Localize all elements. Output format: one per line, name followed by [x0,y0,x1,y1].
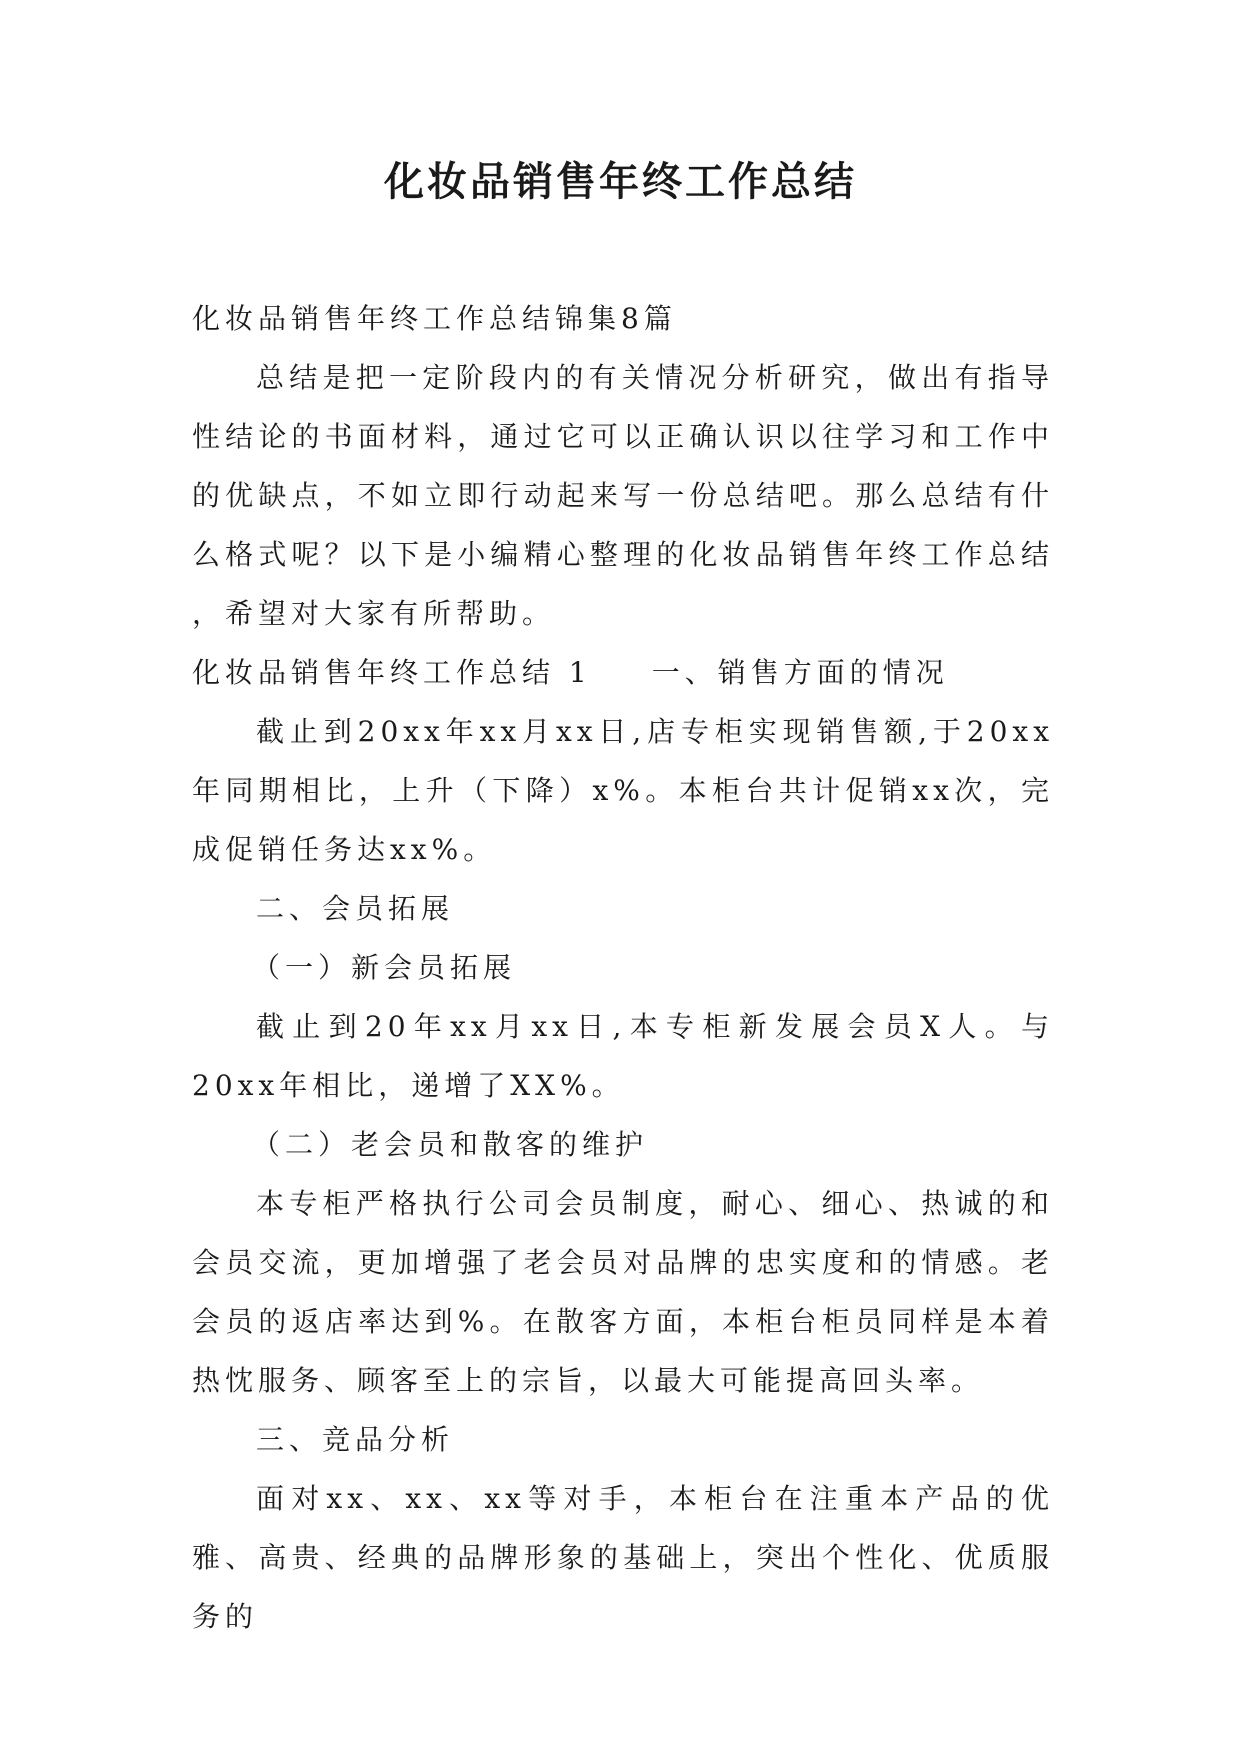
old-member-paragraph: 本专柜严格执行公司会员制度，耐心、细心、热诚的和会员交流，更加增强了老会员对品牌的忠实度和的情感。老会员的返店率达到%。在散客方面，本柜台柜员同样是本着热忱服务、顾客至上的宗旨，以最大可能提高回头率。 [192,1187,1054,1397]
new-member-paragraph: 截止到20年xx月xx日,本专柜新发展会员X人。与20xx年相比，递增了XX%。 [192,1010,1054,1102]
section-1-heading-line [192,643,1054,702]
intro-paragraph: 总结是把一定阶段内的有关情况分析研究，做出有指导性结论的书面材料，通过它可以正确认识以往学习和工作中的优缺点，不如立即行动起来写一份总结吧。那么总结有什么格式呢？以下是小编精心整理的化妆品销售年终工作总结 ，希望对大家有所帮助。 [192,361,1054,630]
section-1-heading: 一、销售方面的情况 [651,656,949,689]
member-heading: 二、会员拓展 [256,892,455,925]
competitor-heading: 三、竞品分析 [256,1423,455,1456]
heading-gap [592,643,652,702]
section-1-label: 化妆品销售年终工作总结 1 [192,656,592,689]
document-title: 化妆品销售年终工作总结 [384,159,857,205]
document-body [192,289,1054,1646]
old-member-heading: （二）老会员和散客的维护 [252,1128,649,1161]
new-member-heading: （一）新会员拓展 [252,951,517,984]
competitor-paragraph: 面对xx、xx、xx等对手，本柜台在注重本产品的优雅、高贵、经典的品牌形象的基础上，突出个性化、优质服务的 [192,1482,1054,1633]
sales-paragraph: 截止到20xx年xx月xx日,店专柜实现销售额,于20xx年同期相比，上升（下降）x%。本柜台共计促销xx次，完成促销任务达xx%。 [192,715,1054,866]
document-subtitle: 化妆品销售年终工作总结锦集8篇 [192,302,677,335]
